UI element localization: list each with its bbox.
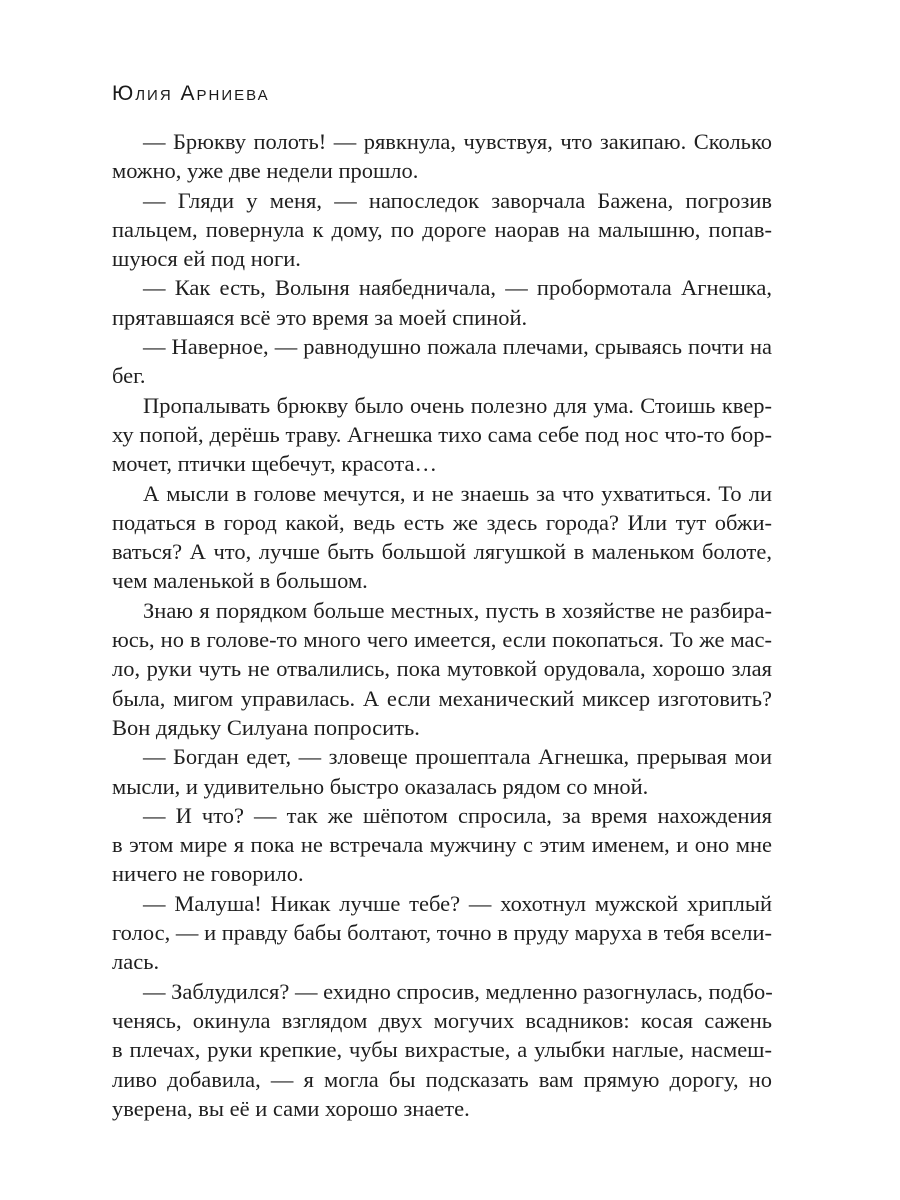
text-line: мысли, и удивительно быстро оказалась рядом со мной. <box>112 773 649 799</box>
text-line: ваться? А что, лучше быть большой лягушкой в маленьком болоте, <box>112 539 772 565</box>
text-line: чем маленькой в большом. <box>112 568 368 594</box>
text-line: — Как есть, Волыня наябедничала, — пробормотала Агнешка, <box>143 275 772 301</box>
text-line: А мысли в голове мечутся, и не знаешь за что ухватиться. То ли <box>143 480 772 506</box>
text-line: — Гляди у меня, — напоследок заворчала Бажена, погрозив <box>143 187 772 213</box>
text-line: податься в город какой, ведь есть же здесь города? Или тут обжи- <box>112 509 772 535</box>
text-line: в плечах, руки крепкие, чубы вихрастые, а улыбки наглые, насмеш- <box>112 1037 772 1063</box>
text-line: Знаю я порядком больше местных, пусть в хозяйстве не разбира- <box>143 597 772 623</box>
text-line: — Малуша! Никак лучше тебе? — хохотнул мужской хриплый <box>143 890 772 916</box>
text-line: пальцем, повернула к дому, по дороге наорав на малышню, попав- <box>112 216 772 242</box>
text-line: голос, — и правду бабы болтают, точно в пруду маруха в тебя всели- <box>112 920 772 946</box>
text-line: прятавшаяся всё это время за моей спиной. <box>112 304 528 330</box>
text-line: уверена, вы её и сами хорошо знаете. <box>112 1095 470 1121</box>
running-head: Юлия Арниева <box>112 82 270 105</box>
text-line: — Заблудился? — ехидно спросив, медленно разогнулась, подбо- <box>143 978 773 1004</box>
text-line: — Наверное, — равнодушно пожала плечами, срываясь почти на <box>143 334 772 360</box>
body-text <box>112 127 772 1123</box>
text-line: ху попой, дерёшь траву. Агнешка тихо сама себе под нос что-то бор- <box>112 421 772 447</box>
text-line: в этом мире я пока не встречала мужчину с этим именем, и оно мне <box>112 832 772 858</box>
text-line: — Брюкву полоть! — рявкнула, чувствуя, что закипаю. Сколько <box>143 129 772 154</box>
text-line: можно, уже две недели прошло. <box>112 158 419 184</box>
text-line: юсь, но в голове-то много чего имеется, если покопаться. То же мас- <box>112 627 772 653</box>
text-line: бег. <box>112 363 146 389</box>
text-line: Пропалывать брюкву было очень полезно для ума. Стоишь квер- <box>143 392 772 418</box>
text-line: ливо добавила, — я могла бы подсказать вам прямую дорогу, но <box>112 1066 772 1092</box>
text-line: — Богдан едет, — зловеще прошептала Агнешка, прерывая мои <box>143 744 772 770</box>
text-line: была, мигом управилась. А если механический миксер изготовить? <box>112 685 772 711</box>
text-line: ченясь, окинула взглядом двух могучих всадников: косая сажень <box>112 1007 772 1033</box>
text-line: лась. <box>112 949 160 975</box>
text-line: мочет, птички щебечут, красота… <box>112 451 437 477</box>
text-line: шуюся ей под ноги. <box>112 246 301 272</box>
text-line: — И что? — так же шёпотом спросила, за время нахождения <box>143 802 772 828</box>
text-line: Вон дядьку Силуана попросить. <box>112 714 420 740</box>
text-line: ло, руки чуть не отвалились, пока мутовкой орудовала, хорошо злая <box>112 656 772 682</box>
text-line: ничего не говорило. <box>112 861 304 887</box>
